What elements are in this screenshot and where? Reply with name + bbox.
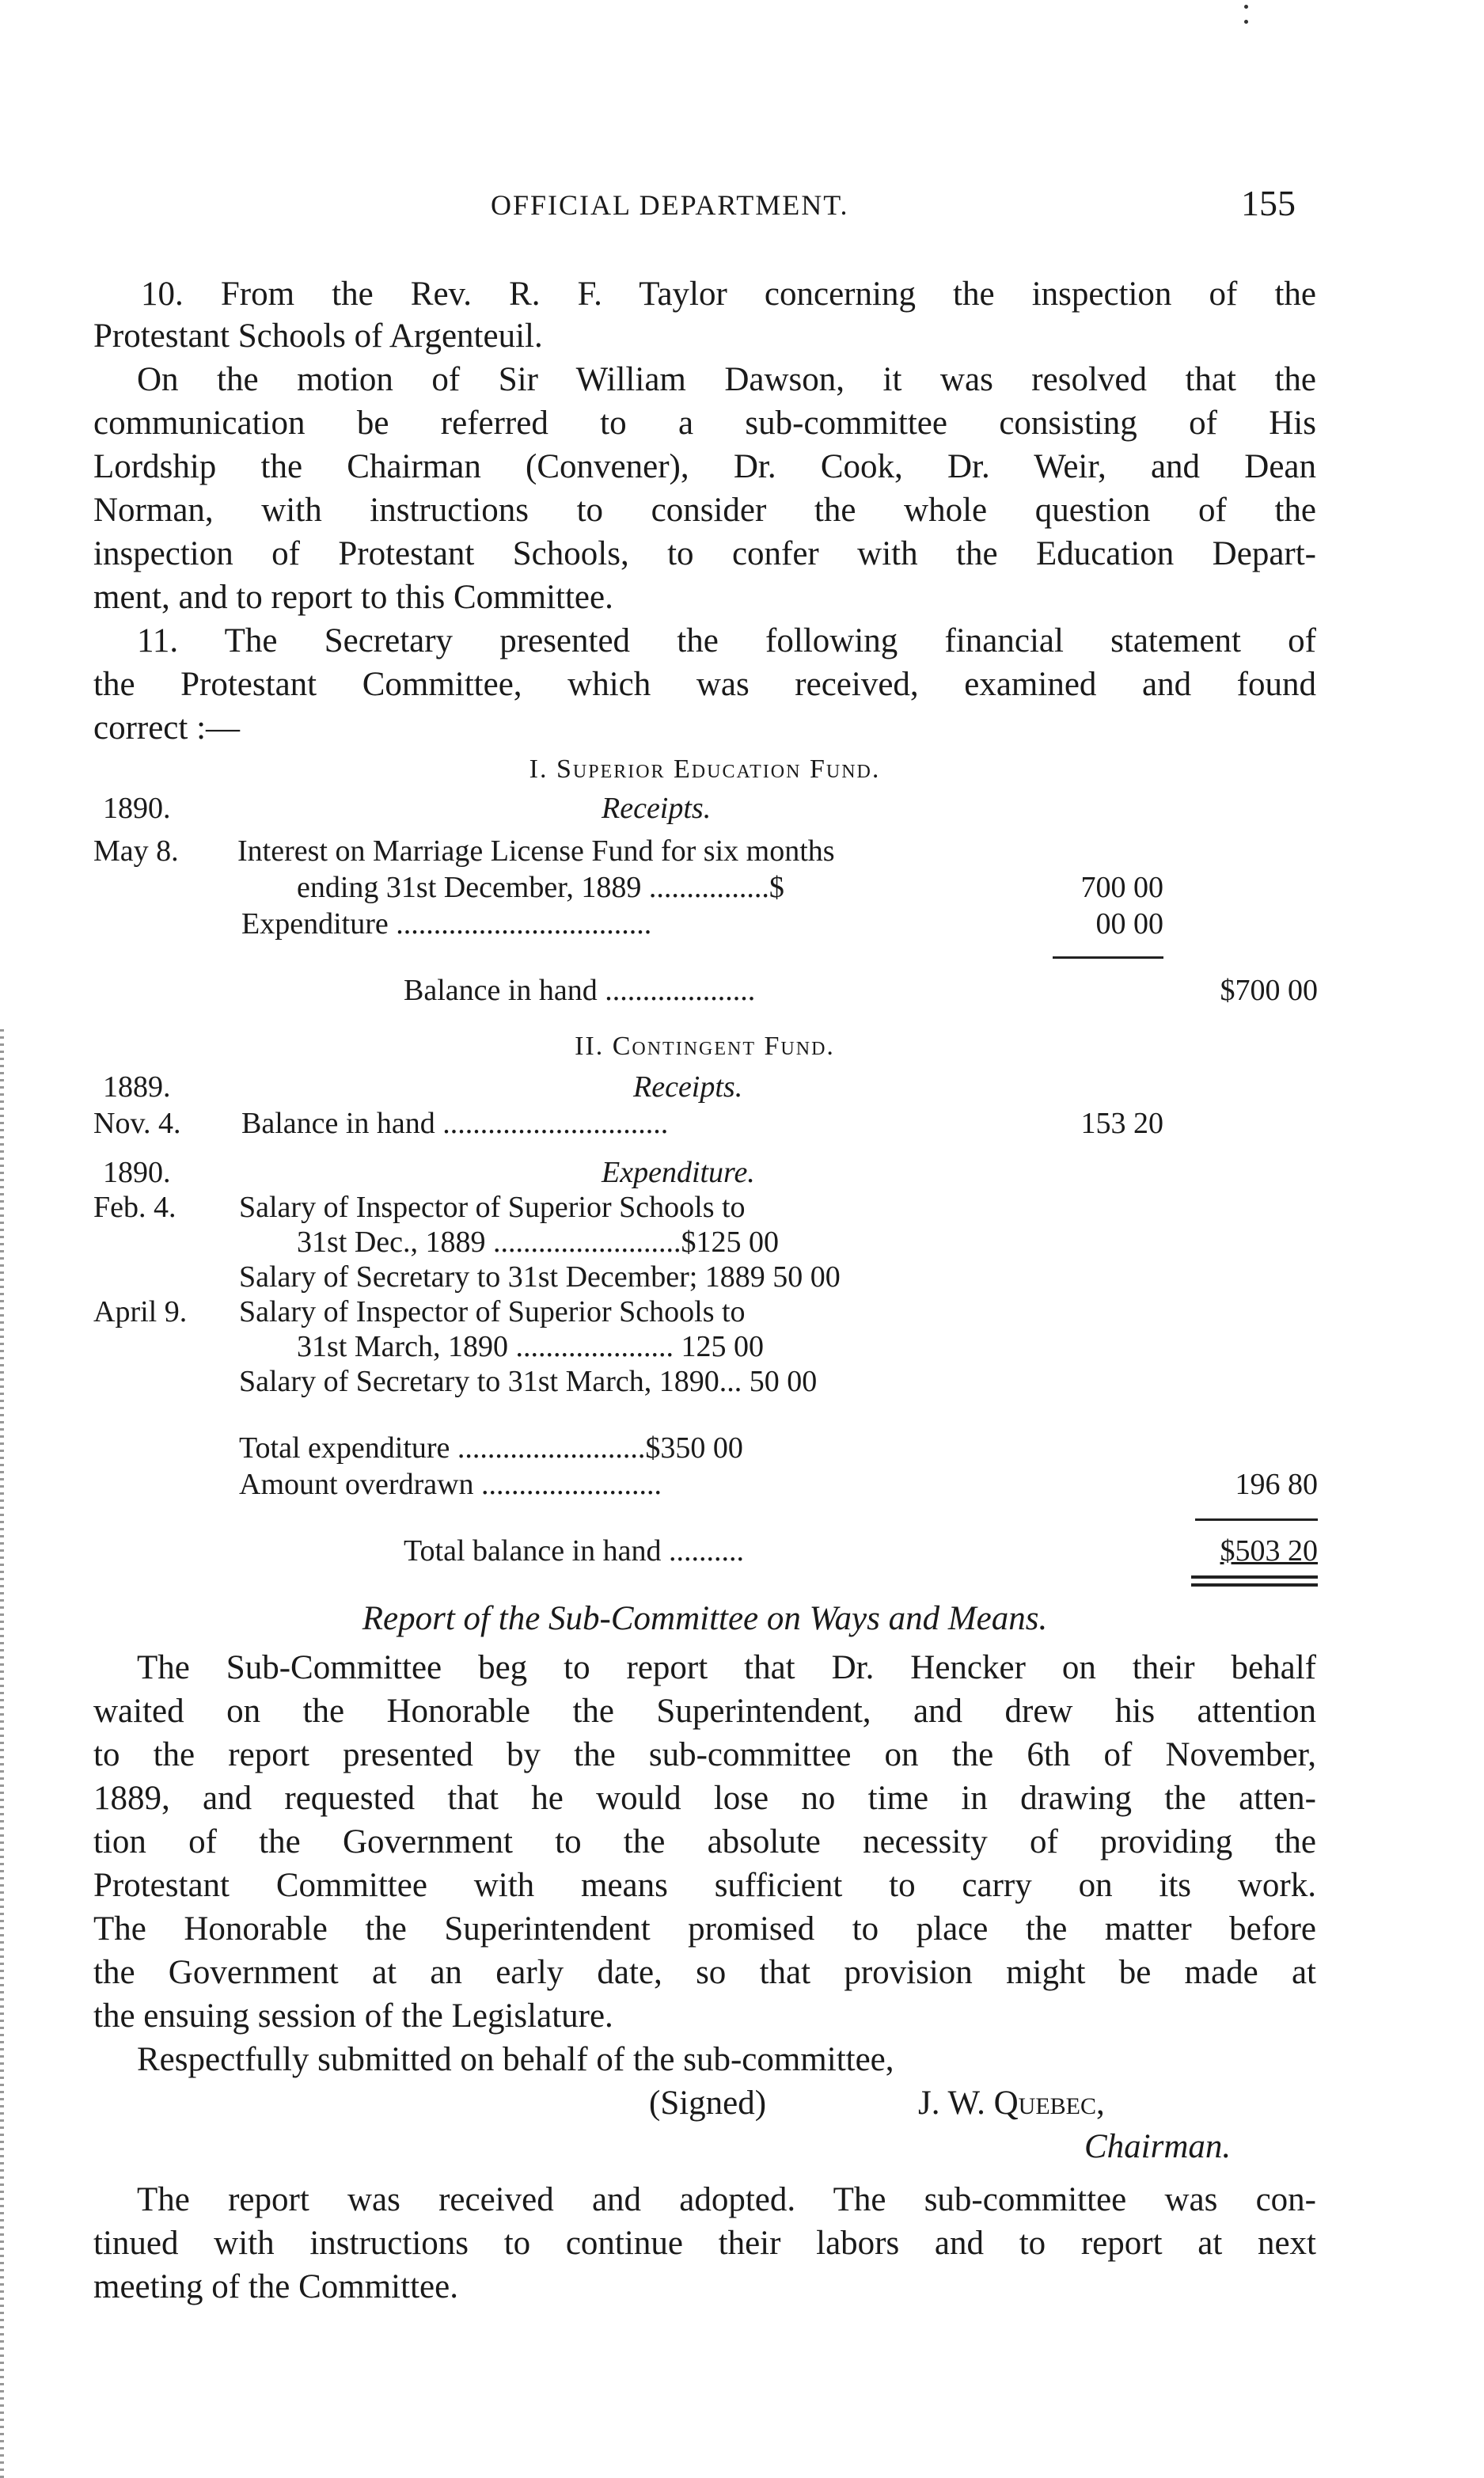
report-line: The Honorable the Superintendent promised to place the matter before [93, 1910, 1316, 1948]
fund2-year: 1889. [103, 1070, 171, 1104]
signatory-name: J. W. Quebec, [918, 2085, 1105, 2122]
signatory-role: Chairman. [1084, 2128, 1232, 2165]
fund2-expenditure-label: Expenditure. [602, 1156, 755, 1189]
report-title: Report of the Sub-Committee on Ways and Means. [362, 1600, 1048, 1637]
fund1-balance-label: Balance in hand .................... [404, 974, 756, 1007]
fund2-total-balance-amount: $503 20 [1220, 1534, 1318, 1568]
fund2-total-balance-label: Total balance in hand .......... [404, 1534, 744, 1568]
report-line: the ensuing session of the Legislature. [93, 1997, 613, 2035]
para3-line: the Protestant Committee, which was received, examined and found [93, 666, 1316, 703]
para3-line: 11. The Secretary presented the following financial statement of [137, 622, 1316, 659]
fund2-year: 1890. [103, 1156, 171, 1189]
fund2-receipts-label: Receipts. [633, 1070, 743, 1104]
report-line: tion of the Government to the absolute necessity of providing the [93, 1823, 1316, 1860]
fund1-item-line: Interest on Marriage License Fund for six months [237, 834, 835, 868]
para1-line: Protestant Schools of Argenteuil. [93, 317, 543, 355]
fund2-overdrawn-label: Amount overdrawn ........................ [239, 1468, 662, 1501]
para1-line: 10. From the Rev. R. F. Taylor concerning the inspection of the [141, 276, 1316, 313]
final-line: The report was received and adopted. The sub-committee was con- [137, 2181, 1316, 2218]
fund2-heading: II. Contingent Fund. [575, 1032, 835, 1061]
sum-rule [1053, 956, 1163, 959]
para2-line: Lordship the Chairman (Convener), Dr. Cook, Dr. Weir, and Dean [93, 448, 1316, 485]
report-line: The Sub-Committee beg to report that Dr. Hencker on their behalf [137, 1649, 1316, 1686]
fund2-date: April 9. [93, 1295, 188, 1328]
para2-line: Norman, with instructions to consider the whole question of the [93, 492, 1316, 529]
signed-label: (Signed) [649, 2085, 767, 2122]
page-edge-shadow [0, 1029, 4, 2478]
fund2-item-line: 31st March, 1890 ..................... 125 00 [297, 1330, 765, 1363]
report-closing: Respectfully submitted on behalf of the sub-committee, [137, 2041, 894, 2078]
fund1-heading: I. Superior Education Fund. [529, 754, 881, 784]
double-rule [1191, 1575, 1318, 1579]
fund2-item-line: Salary of Inspector of Superior Schools to [239, 1191, 746, 1224]
fund1-date: May 8. [93, 834, 179, 868]
para2-line: inspection of Protestant Schools, to confer with the Education Depart- [93, 535, 1316, 572]
fund1-item-line: ending 31st December, 1889 ................$ [297, 871, 784, 904]
fund2-item-line: Salary of Inspector of Superior Schools to [239, 1295, 746, 1328]
running-header: OFFICIAL DEPARTMENT. [491, 189, 849, 221]
sum-rule [1195, 1518, 1318, 1521]
final-line: tinued with instructions to continue their labors and to report at next [93, 2225, 1316, 2262]
fund2-total-expenditure: Total expenditure .........................$350 00 [239, 1431, 743, 1465]
para2-line: communication be referred to a sub-committee consisting of His [93, 405, 1316, 442]
fund1-year: 1890. [103, 792, 171, 825]
para2-line: ment, and to report to this Committee. [93, 579, 613, 616]
fund2-item-line: Salary of Secretary to 31st March, 1890... 50 00 [239, 1365, 818, 1398]
fund1-expenditure-label: Expenditure .................................. [241, 907, 652, 941]
fund2-balance-amount: 153 20 [1080, 1107, 1163, 1140]
margin-dots [1244, 5, 1251, 35]
fund2-date: Feb. 4. [93, 1191, 176, 1224]
report-line: 1889, and requested that he would lose no time in drawing the atten- [93, 1780, 1316, 1817]
para3-line: correct :— [93, 709, 241, 747]
fund2-date: Nov. 4. [93, 1107, 181, 1140]
fund1-balance-amount: $700 00 [1220, 974, 1318, 1007]
report-line: to the report presented by the sub-committee on the 6th of November, [93, 1736, 1316, 1773]
fund1-receipts-label: Receipts. [602, 792, 712, 825]
para2-line: On the motion of Sir William Dawson, it was resolved that the [137, 361, 1316, 398]
page-number: 155 [1241, 183, 1296, 223]
report-line: waited on the Honorable the Superintendent, and drew his attention [93, 1693, 1316, 1730]
fund1-item-amount: 700 00 [1080, 871, 1163, 904]
fund2-overdrawn-amount: 196 80 [1235, 1468, 1318, 1501]
fund2-item-line: Salary of Secretary to 31st December; 1889 50 00 [239, 1260, 841, 1294]
report-line: Protestant Committee with means sufficient to carry on its work. [93, 1867, 1316, 1904]
double-rule [1191, 1583, 1318, 1587]
final-line: meeting of the Committee. [93, 2268, 458, 2305]
fund2-item-line: 31st Dec., 1889 .........................$125 00 [297, 1226, 780, 1259]
report-line: the Government at an early date, so that provision might be made at [93, 1954, 1316, 1991]
fund2-balance-label: Balance in hand .............................. [241, 1107, 669, 1140]
fund1-expenditure-amount: 00 00 [1095, 907, 1163, 941]
